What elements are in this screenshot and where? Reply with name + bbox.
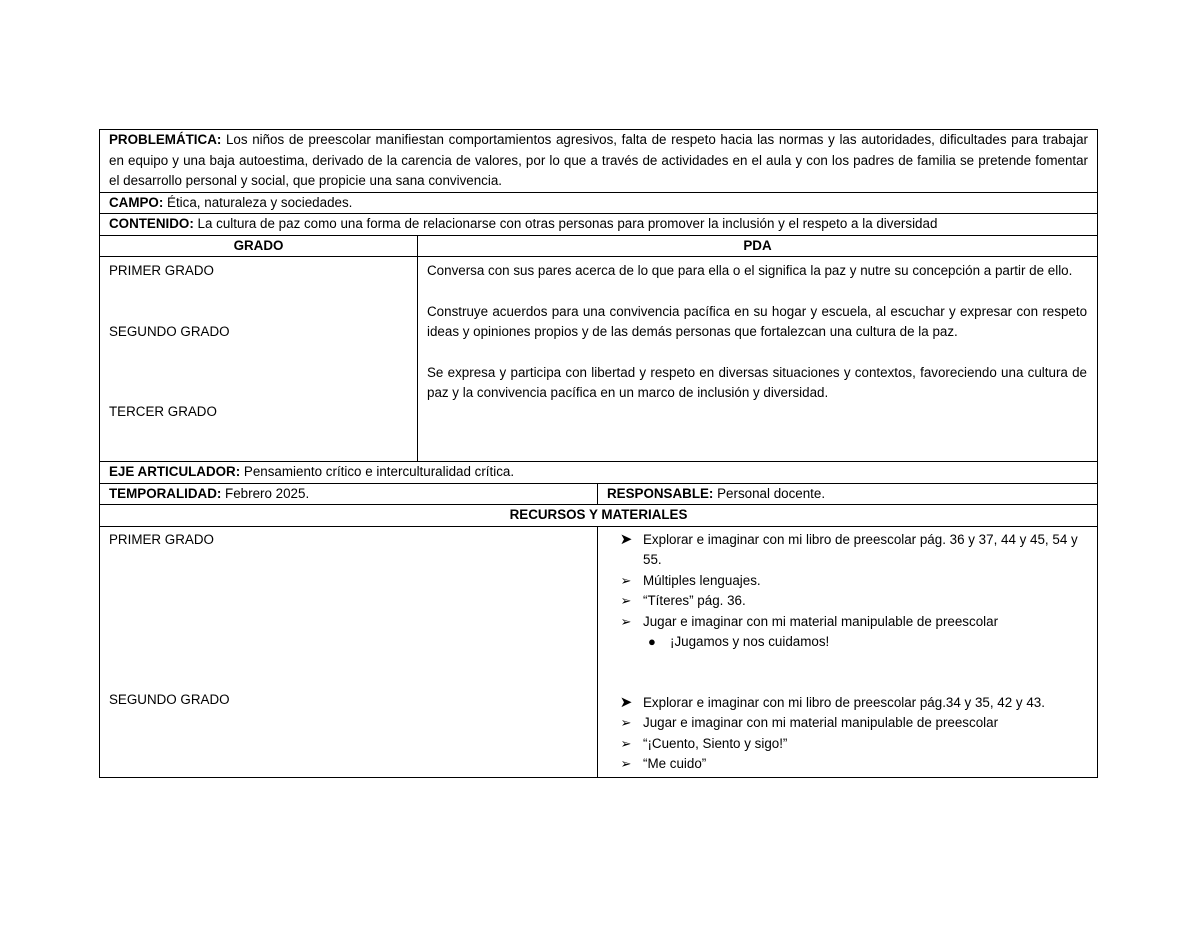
eje-text: Pensamiento crítico e interculturalidad crítica. — [240, 464, 515, 479]
responsable-label: RESPONSABLE: — [607, 485, 714, 501]
contenido-label: CONTENIDO: — [109, 216, 194, 231]
list-item: ➢ “Me cuido” — [610, 754, 1088, 775]
recursos-row — [100, 526, 1098, 777]
campo-row — [100, 192, 1098, 214]
recursos-header-row — [100, 505, 1098, 527]
campo-text: Ética, naturaleza y sociedades. — [163, 194, 353, 210]
pda-primer: Conversa con sus pares acerca de lo que para ella o el significa la paz y nutre su concepción a partir de ello. — [427, 263, 1073, 278]
list-item: ➤ Explorar e imaginar con mi libro de preescolar pág.34 y 35, 42 y 43. — [610, 693, 1088, 714]
grado-header: GRADO — [100, 235, 418, 257]
list-item: ➢ Jugar e imaginar con mi material manipulable de preescolar — [610, 713, 1088, 734]
problematica-cell — [100, 130, 1098, 193]
arrow-bullet-icon: ➢ — [620, 735, 632, 751]
recursos-grades-column — [100, 526, 598, 777]
list-item: ● ¡Jugamos y nos cuidamos! — [610, 632, 1088, 653]
temporalidad-text: Febrero 2025. — [221, 485, 310, 501]
dot-bullet-icon: ● — [648, 634, 656, 649]
list-item: ➢ Múltiples lenguajes. — [610, 571, 1088, 592]
grade-name-primer: PRIMER GRADO — [109, 263, 214, 278]
temporalidad-cell — [100, 483, 598, 505]
arrow-bullet-icon: ➢ — [620, 715, 632, 730]
campo-label: CAMPO: — [109, 194, 164, 210]
responsable-text: Personal docente. — [713, 485, 826, 501]
materials-sublist-primer — [610, 632, 1088, 653]
list-item: ➢ “Títeres” pág. 36. — [610, 591, 1088, 612]
arrow-bullet-icon: ➤ — [619, 693, 633, 711]
arrow-bullet-icon: ➢ — [620, 593, 632, 608]
recursos-title: RECURSOS Y MATERIALES — [100, 505, 1098, 527]
pda-column — [418, 257, 1098, 462]
planning-table — [99, 129, 1098, 778]
problematica-text: Los niños de preescolar manifiestan comportamientos agresivos, falta de respeto hacia las normas y las autoridades, dificultades para trabajar en equipo y una baja autoestima, derivado de la carencia de valores, por lo que a través de actividades en el aula y con los padres de familia se pretende fomentar el desarrollo personal y social, que propicie una sana convivencia. — [109, 132, 1089, 188]
arrow-bullet-icon: ➢ — [620, 613, 632, 629]
eje-row — [100, 462, 1098, 484]
materials-list-primer — [610, 530, 1088, 633]
arrow-bullet-icon: ➢ — [620, 572, 632, 588]
problematica-row — [100, 130, 1098, 193]
recursos-materials-column — [598, 526, 1098, 777]
contenido-cell — [100, 214, 1098, 236]
contenido-row — [100, 214, 1098, 236]
eje-label: EJE ARTICULADOR: — [109, 464, 241, 479]
arrow-bullet-icon: ➤ — [619, 530, 633, 548]
eje-cell — [100, 462, 1098, 484]
arrow-bullet-icon: ➢ — [620, 756, 632, 771]
materials-list-segundo — [610, 693, 1088, 775]
list-item: ➢ Jugar e imaginar con mi material manipulable de preescolar — [610, 612, 1088, 633]
recursos-grade-primer: PRIMER GRADO — [109, 531, 214, 547]
temporalidad-label: TEMPORALIDAD: — [109, 485, 222, 501]
pda-tercer: Se expresa y participa con libertad y respeto en diversas situaciones y contextos, favoreciendo una cultura de paz y la convivencia pacífica en un marco de inclusión y diversidad. — [427, 364, 1088, 400]
grades-pda-row — [100, 257, 1098, 462]
grado-pda-header-row — [100, 235, 1098, 257]
grade-name-segundo: SEGUNDO GRADO — [109, 323, 230, 339]
pda-segundo: Construye acuerdos para una convivencia pacífica en su hogar y escuela, al escuchar y expresar con respeto ideas y opiniones propios y de las demás personas que fortalezcan una cultura de la paz. — [427, 303, 1088, 339]
grade-name-tercer: TERCER GRADO — [109, 404, 217, 419]
problematica-label: PROBLEMÁTICA: — [109, 132, 222, 147]
grades-column — [100, 257, 418, 462]
list-item: ➢ “¡Cuento, Siento y sigo!” — [610, 734, 1088, 755]
recursos-grade-segundo: SEGUNDO GRADO — [109, 692, 230, 707]
pda-header: PDA — [418, 235, 1098, 257]
list-item: ➤ Explorar e imaginar con mi libro de preescolar pág. 36 y 37, 44 y 45, 54 y 55. — [619, 530, 1078, 567]
responsable-cell — [598, 483, 1098, 505]
contenido-text: La cultura de paz como una forma de relacionarse con otras personas para promover la inclusión y el respeto a la diversidad — [193, 216, 938, 231]
temporalidad-responsable-row — [100, 483, 1098, 505]
campo-cell — [100, 192, 1098, 214]
